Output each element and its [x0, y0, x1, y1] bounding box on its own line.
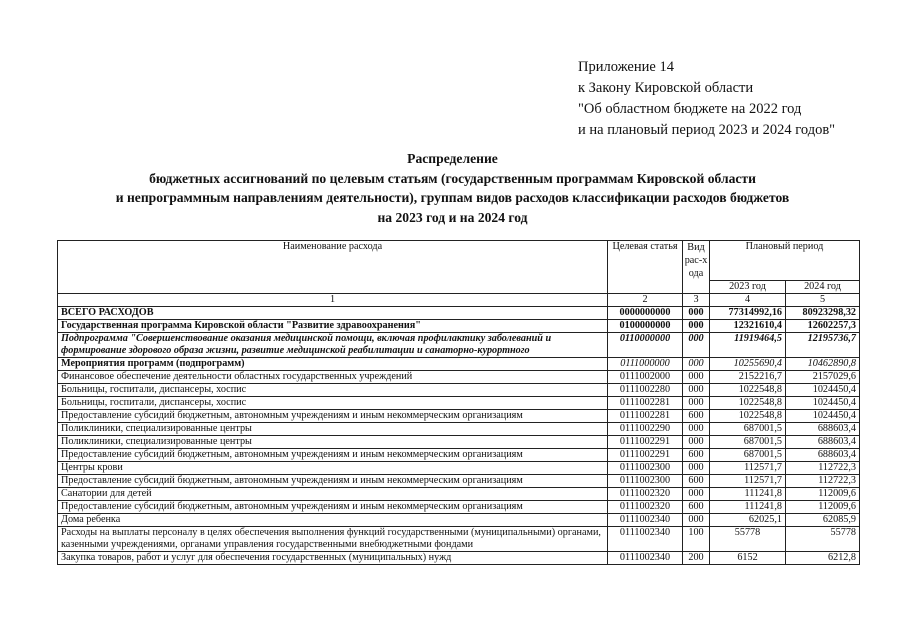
table-row	[58, 384, 860, 397]
row-value-2023: 1022548,8	[710, 384, 786, 397]
row-name: Предоставление субсидий бюджетным, автономным учреждениям и иным некоммерческим организациям	[58, 475, 608, 488]
row-kind: 000	[683, 307, 710, 320]
table-row	[58, 410, 860, 423]
table-row	[58, 371, 860, 384]
appendix-line: и на плановый период 2023 и 2024 годов"	[578, 122, 836, 138]
row-code: 0111002340	[608, 552, 683, 565]
row-kind: 000	[683, 462, 710, 475]
row-value-2024: 12602257,3	[786, 320, 860, 333]
row-code: 0111000000	[608, 358, 683, 371]
row-value-2023: 687001,5	[710, 449, 786, 462]
row-kind: 000	[683, 514, 710, 527]
row-kind: 600	[683, 475, 710, 488]
row-value-2024: 10462890,8	[786, 358, 860, 371]
row-kind: 000	[683, 397, 710, 410]
appendix-line: к Закону Кировской области	[578, 80, 754, 96]
row-code: 0111002291	[608, 449, 683, 462]
row-value-2023: 77314992,16	[710, 307, 786, 320]
table-row	[58, 449, 860, 462]
row-value-2023: 111241,8	[710, 488, 786, 501]
header-name: Наименование расхода	[58, 241, 608, 294]
table-row	[58, 501, 860, 514]
table-row	[58, 475, 860, 488]
header-year-2024: 2024 год	[786, 281, 860, 294]
row-name: Предоставление субсидий бюджетным, автономным учреждениям и иным некоммерческим организациям	[58, 501, 608, 514]
header-year-2023: 2023 год	[710, 281, 786, 294]
title-line: на 2023 год и на 2024 год	[377, 209, 528, 225]
row-name: Государственная программа Кировской области "Развитие здравоохранения"	[58, 320, 608, 333]
row-kind: 000	[683, 371, 710, 384]
row-code: 0111002300	[608, 462, 683, 475]
row-kind: 000	[683, 384, 710, 397]
table-row	[58, 320, 860, 333]
row-value-2023: 2152216,7	[710, 371, 786, 384]
row-kind: 000	[683, 358, 710, 371]
row-value-2024: 688603,4	[786, 436, 860, 449]
title-line: и непрограммным направлениям деятельности), группам видов расходов классификации расходов бюджетов	[115, 190, 790, 205]
row-code: 0111002291	[608, 436, 683, 449]
row-value-2024: 1024450,4	[786, 397, 860, 410]
row-value-2024: 112009,6	[786, 488, 860, 501]
row-value-2023: 1022548,8	[710, 397, 786, 410]
table-row	[58, 514, 860, 527]
row-kind: 200	[683, 552, 710, 565]
row-code: 0111002281	[608, 397, 683, 410]
header-planned-period: Плановый период	[710, 241, 860, 281]
column-number: 3	[683, 294, 710, 307]
table-row	[58, 358, 860, 371]
header-expense-kind: Вид рас-хода	[683, 241, 710, 294]
row-code: 0111002340	[608, 514, 683, 527]
appendix-line: "Об областном бюджете на 2022 год	[578, 101, 802, 117]
row-name: Поликлиники, специализированные центры	[58, 436, 608, 449]
table-row	[58, 397, 860, 410]
column-number: 2	[608, 294, 683, 307]
row-name: Расходы на выплаты персоналу в целях обеспечения выполнения функций государственными (муниципальными) органами, казенными учреждениями, органами управления государственными внебюджетными фондами	[58, 527, 608, 552]
row-kind: 100	[683, 527, 710, 552]
header-target-article: Целевая статья	[608, 241, 683, 294]
row-value-2024: 688603,4	[786, 449, 860, 462]
row-code: 0111002290	[608, 423, 683, 436]
row-value-2024: 112009,6	[786, 501, 860, 514]
row-value-2023: 6152	[710, 552, 786, 565]
row-kind: 000	[683, 436, 710, 449]
row-code: 0111002320	[608, 488, 683, 501]
row-name: Финансовое обеспечение деятельности областных государственных учреждений	[58, 371, 608, 384]
table-row	[58, 527, 860, 552]
row-code: 0111002280	[608, 384, 683, 397]
row-name: Больницы, госпитали, диспансеры, хоспис	[58, 397, 608, 410]
table-row	[58, 333, 860, 358]
table-row	[58, 307, 860, 320]
row-code: 0000000000	[608, 307, 683, 320]
row-value-2023: 687001,5	[710, 436, 786, 449]
row-name: Мероприятия программ (подпрограмм)	[58, 358, 608, 371]
row-code: 0111002000	[608, 371, 683, 384]
row-name: Больницы, госпитали, диспансеры, хоспис	[58, 384, 608, 397]
row-value-2024: 1024450,4	[786, 410, 860, 423]
row-kind: 000	[683, 488, 710, 501]
row-value-2024: 62085,9	[786, 514, 860, 527]
row-value-2023: 1022548,8	[710, 410, 786, 423]
row-code: 0111002320	[608, 501, 683, 514]
row-value-2024: 112722,3	[786, 462, 860, 475]
row-code: 0111002300	[608, 475, 683, 488]
row-kind: 600	[683, 501, 710, 514]
row-value-2023: 55778	[710, 527, 786, 552]
row-value-2023: 112571,7	[710, 475, 786, 488]
appendix-line: Приложение 14	[578, 59, 674, 75]
row-value-2024: 55778	[786, 527, 860, 552]
column-number: 1	[58, 294, 608, 307]
row-value-2024: 6212,8	[786, 552, 860, 565]
row-kind: 000	[683, 333, 710, 358]
row-code: 0100000000	[608, 320, 683, 333]
budget-table	[57, 240, 860, 565]
row-value-2024: 12195736,7	[786, 333, 860, 358]
row-kind: 600	[683, 410, 710, 423]
title-line: бюджетных ассигнований по целевым статьям (государственным программам Кировской области	[149, 170, 756, 186]
title-line: Распределение	[407, 151, 498, 166]
row-name: Санатории для детей	[58, 488, 608, 501]
row-name: Центры крови	[58, 462, 608, 475]
row-code: 0111002340	[608, 527, 683, 552]
row-value-2024: 112722,3	[786, 475, 860, 488]
row-name: Поликлиники, специализированные центры	[58, 423, 608, 436]
row-value-2024: 80923298,32	[786, 307, 860, 320]
row-code: 0110000000	[608, 333, 683, 358]
row-name: Предоставление субсидий бюджетным, автономным учреждениям и иным некоммерческим организациям	[58, 410, 608, 423]
row-kind: 000	[683, 423, 710, 436]
row-kind: 000	[683, 320, 710, 333]
row-value-2023: 111241,8	[710, 501, 786, 514]
row-kind: 600	[683, 449, 710, 462]
table-row	[58, 436, 860, 449]
column-number: 4	[710, 294, 786, 307]
row-name: Подпрограмма "Совершенствование оказания медицинской помощи, включая профилактику заболеваний и формирование здорового образа жизни, развитие медицинской реабилитации и санаторно-курортного	[58, 333, 608, 358]
row-code: 0111002281	[608, 410, 683, 423]
row-name: Дома ребенка	[58, 514, 608, 527]
appendix-note	[578, 57, 898, 141]
row-value-2023: 12321610,4	[710, 320, 786, 333]
row-value-2023: 10255690,4	[710, 358, 786, 371]
row-name: ВСЕГО РАСХОДОВ	[58, 307, 608, 320]
row-value-2023: 687001,5	[710, 423, 786, 436]
document-title	[0, 149, 905, 227]
row-name: Закупка товаров, работ и услуг для обеспечения государственных (муниципальных) нужд	[58, 552, 608, 565]
row-value-2023: 62025,1	[710, 514, 786, 527]
row-name: Предоставление субсидий бюджетным, автономным учреждениям и иным некоммерческим организациям	[58, 449, 608, 462]
row-value-2024: 2157029,6	[786, 371, 860, 384]
row-value-2024: 688603,4	[786, 423, 860, 436]
table-row	[58, 488, 860, 501]
table-row	[58, 462, 860, 475]
row-value-2023: 112571,7	[710, 462, 786, 475]
table-row	[58, 423, 860, 436]
table-row	[58, 552, 860, 565]
column-number: 5	[786, 294, 860, 307]
row-value-2024: 1024450,4	[786, 384, 860, 397]
row-value-2023: 11919464,5	[710, 333, 786, 358]
